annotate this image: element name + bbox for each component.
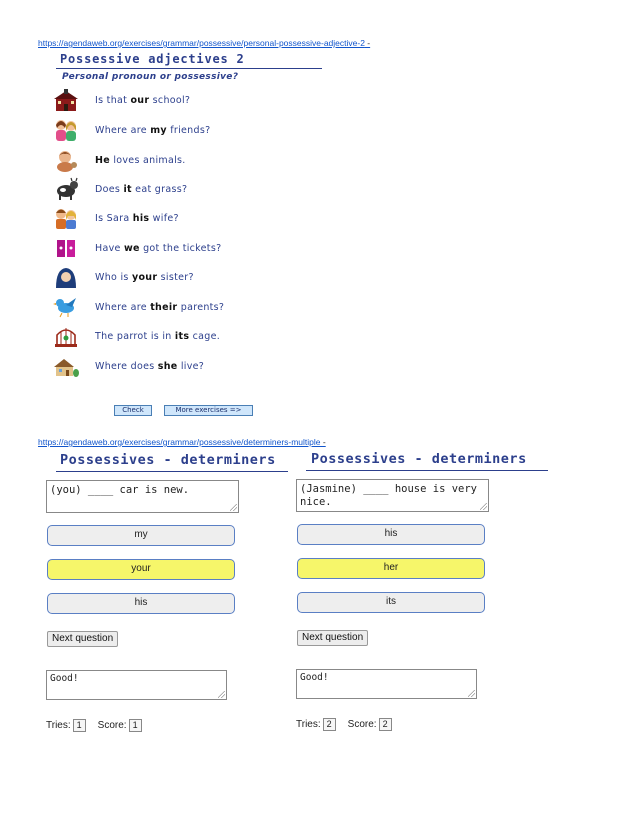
- question-text: Does it eat grass?: [95, 184, 188, 195]
- couple-icon: [52, 206, 80, 230]
- panel2-option-its[interactable]: its: [297, 592, 485, 613]
- question-text: Where does she live?: [95, 361, 205, 372]
- exercise-link-2[interactable]: https://agendaweb.org/exercises/grammar/possessive/determiners-multiple -: [38, 437, 326, 447]
- panel2-option-his[interactable]: his: [297, 524, 485, 545]
- question-text: The parrot is in its cage.: [95, 331, 221, 342]
- resize-handle-icon[interactable]: [480, 503, 487, 510]
- exercise1-title-rule: [56, 68, 322, 69]
- panel1-question-box[interactable]: (you) ____ car is new.: [46, 480, 239, 513]
- question-row: [50, 175, 350, 203]
- question-answer: it: [123, 184, 132, 195]
- question-row: [50, 352, 350, 380]
- panel1-tries-value: 1: [73, 719, 86, 732]
- panel2-title: Possessives - determiners: [311, 451, 527, 467]
- question-text: Who is your sister?: [95, 272, 194, 283]
- question-text: Is Sara his wife?: [95, 213, 179, 224]
- panel1-title: Possessives - determiners: [60, 452, 276, 468]
- question-answer: we: [123, 243, 140, 254]
- question-row: [50, 322, 350, 350]
- panel2-stats: Tries: 2 Score: 2: [296, 718, 404, 731]
- house-icon: [52, 354, 80, 378]
- question-answer: He: [95, 155, 110, 166]
- cow-icon: [52, 177, 80, 201]
- exercise1-subtitle: Personal pronoun or possessive?: [62, 72, 239, 82]
- check-button[interactable]: Check: [114, 405, 152, 416]
- tickets-icon: [52, 236, 80, 260]
- panel1-option-my[interactable]: my: [47, 525, 235, 546]
- question-answer: she: [157, 361, 178, 372]
- panel2-feedback-box: Good!: [296, 669, 477, 699]
- question-row: [50, 86, 350, 114]
- question-answer: their: [150, 302, 178, 313]
- question-row: [50, 234, 350, 262]
- question-text: Have we got the tickets?: [95, 243, 222, 254]
- resize-handle-icon[interactable]: [230, 504, 237, 511]
- panel2-question-box[interactable]: (Jasmine) ____ house is very nice.: [296, 479, 489, 512]
- woman-icon: [52, 265, 80, 289]
- panel1-score-value: 1: [129, 719, 142, 732]
- question-answer: its: [174, 331, 190, 342]
- question-text: Where are their parents?: [95, 302, 225, 313]
- panel1-feedback-box: Good!: [46, 670, 227, 700]
- question-text: Is that our school?: [95, 95, 191, 106]
- question-row: [50, 204, 350, 232]
- panel1-option-your[interactable]: your: [47, 559, 235, 580]
- boy-icon: [52, 148, 80, 172]
- school-icon: [52, 88, 80, 112]
- question-text: He loves animals.: [95, 155, 186, 166]
- question-answer: his: [132, 213, 150, 224]
- panel2-option-her[interactable]: her: [297, 558, 485, 579]
- question-answer: your: [131, 272, 158, 283]
- question-answer: my: [150, 125, 167, 136]
- panel2-tries-value: 2: [323, 718, 336, 731]
- bird-icon: [52, 295, 80, 319]
- resize-handle-icon[interactable]: [218, 691, 225, 698]
- cage-icon: [52, 324, 80, 348]
- panel1-next-question-button[interactable]: Next question: [47, 631, 118, 647]
- question-text: Where are my friends?: [95, 125, 211, 136]
- panel1-stats: Tries: 1 Score: 1: [46, 719, 154, 732]
- panel1-option-his[interactable]: his: [47, 593, 235, 614]
- question-row: [50, 116, 350, 144]
- panel1-title-rule: [56, 471, 288, 472]
- friends-icon: [52, 118, 80, 142]
- panel2-score-value: 2: [379, 718, 392, 731]
- exercise-link-1[interactable]: https://agendaweb.org/exercises/grammar/possessive/personal-possessive-adjective-2 -: [38, 38, 371, 48]
- panel2-next-question-button[interactable]: Next question: [297, 630, 368, 646]
- question-answer: our: [130, 95, 150, 106]
- question-row: [50, 263, 350, 291]
- resize-handle-icon[interactable]: [468, 690, 475, 697]
- more-exercises-button[interactable]: More exercises =>: [164, 405, 253, 416]
- question-row: [50, 146, 350, 174]
- exercise1-title: Possessive adjectives 2: [60, 52, 245, 66]
- question-row: [50, 293, 350, 321]
- panel2-title-rule: [306, 470, 548, 471]
